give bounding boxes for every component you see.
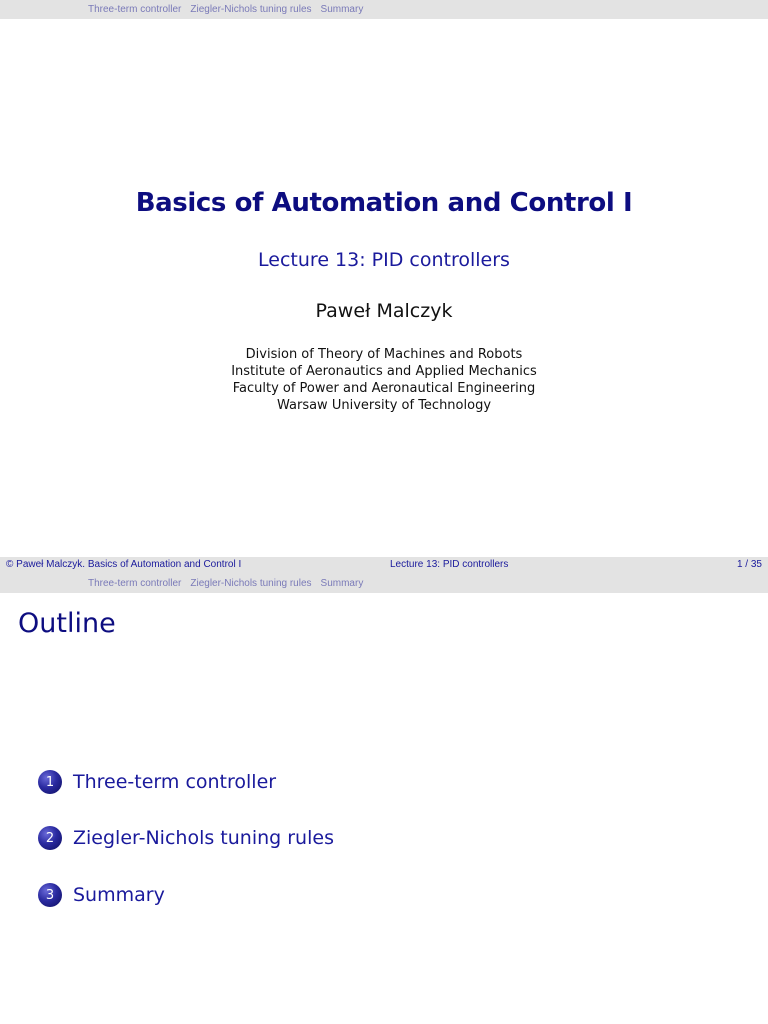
- title-slide: [0, 19, 768, 557]
- lecture-subtitle: Lecture 13: PID controllers: [258, 249, 510, 271]
- section-navigation-bar-outline: [0, 574, 768, 593]
- nav-item-ziegler-nichols[interactable]: Ziegler-Nichols tuning rules: [190, 578, 312, 589]
- outline-item-label: Ziegler-Nichols tuning rules: [73, 827, 334, 849]
- nav-item-ziegler-nichols[interactable]: Ziegler-Nichols tuning rules: [190, 4, 312, 15]
- presentation-title: Basics of Automation and Control I: [135, 188, 633, 218]
- section-navigation-bar: [0, 0, 768, 19]
- section-number-ball: 2: [38, 826, 62, 850]
- institute-line-university: Warsaw University of Technology: [276, 398, 492, 413]
- section-number-ball: 1: [38, 770, 62, 794]
- footer-copyright: © Paweł Malczyk. Basics of Automation and Control I: [6, 559, 242, 570]
- outline-item-three-term-controller[interactable]: [38, 770, 276, 794]
- footer-page-number: 1 / 35: [736, 559, 762, 570]
- nav-item-summary[interactable]: Summary: [320, 4, 364, 15]
- outline-item-ziegler-nichols[interactable]: [38, 826, 334, 850]
- institute-line-division: Division of Theory of Machines and Robots: [245, 347, 523, 362]
- outline-item-summary[interactable]: [38, 883, 165, 907]
- author-name: Paweł Malczyk: [315, 300, 453, 322]
- nav-item-three-term-controller[interactable]: Three-term controller: [88, 578, 182, 589]
- nav-item-summary[interactable]: Summary: [320, 578, 364, 589]
- footer-lecture-title: Lecture 13: PID controllers: [390, 559, 509, 570]
- outline-item-label: Summary: [73, 884, 165, 906]
- nav-item-three-term-controller[interactable]: Three-term controller: [88, 4, 182, 15]
- institute-block: [0, 346, 768, 414]
- slide-footer: [0, 557, 768, 574]
- outline-item-label: Three-term controller: [73, 771, 277, 793]
- outline-title: Outline: [18, 608, 116, 639]
- institute-line-institute: Institute of Aeronautics and Applied Mechanics: [231, 364, 537, 379]
- institute-line-faculty: Faculty of Power and Aeronautical Engineering: [232, 381, 536, 396]
- section-number-ball: 3: [38, 883, 62, 907]
